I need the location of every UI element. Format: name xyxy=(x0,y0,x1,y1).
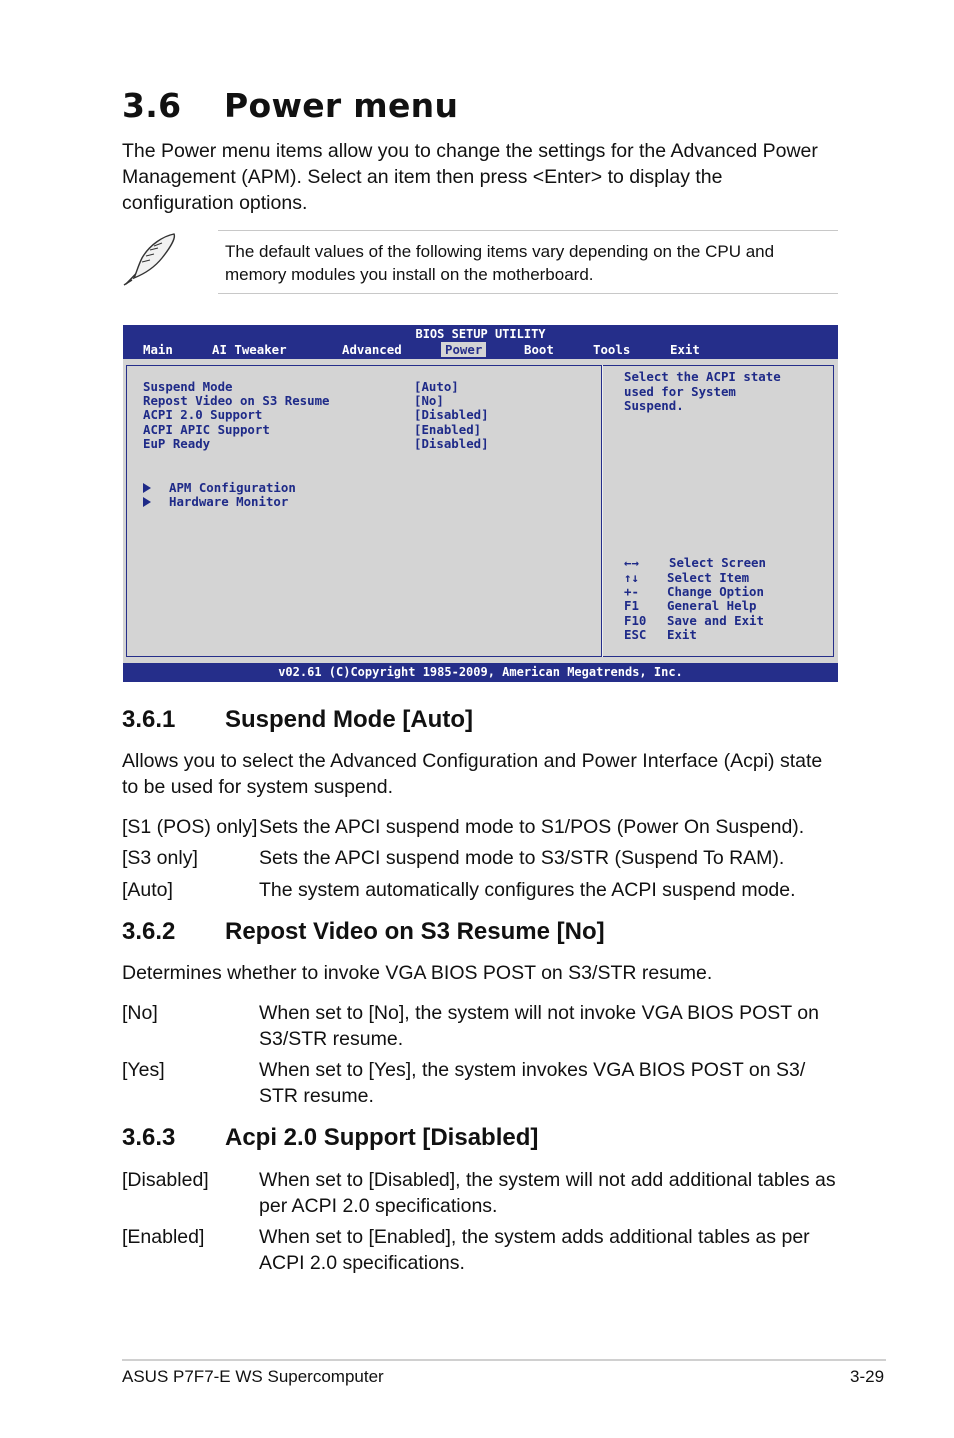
help-line: used for System xyxy=(624,384,736,399)
key-desc: Change Option xyxy=(667,584,764,599)
feather-icon xyxy=(120,228,184,288)
setting-value: [Disabled] xyxy=(414,436,489,451)
bios-menu-bar xyxy=(123,325,838,359)
page-title xyxy=(122,86,458,125)
help-line: Suspend. xyxy=(624,398,684,413)
key-esc: ESC xyxy=(624,627,647,642)
tab-power[interactable]: Power xyxy=(441,342,486,357)
submenu-hardware-monitor[interactable] xyxy=(143,494,288,509)
setting-eup-ready[interactable]: EuP Ready xyxy=(143,436,211,451)
setting-value: [Disabled] xyxy=(414,407,489,422)
option-description: Sets the APCI suspend mode to S1/POS (Power On Suspend). xyxy=(259,816,805,838)
option-description: When set to [No], the system will not invoke VGA BIOS POST on S3/STR resume. xyxy=(259,1002,819,1050)
submenu-apm-configuration[interactable] xyxy=(143,480,296,495)
setting-value: [Auto] xyxy=(414,379,459,394)
footer-page-number: 3-29 xyxy=(850,1367,885,1386)
subsection-heading xyxy=(122,1124,538,1152)
key-desc: Select Screen xyxy=(669,555,766,570)
bios-help-pane xyxy=(603,365,834,657)
note-bottom-rule xyxy=(218,293,838,294)
option-label: [S3 only] xyxy=(122,847,198,869)
key-desc: Exit xyxy=(667,627,697,642)
subsection-number: 3.6.1 xyxy=(122,706,176,733)
key-f10: F10 xyxy=(624,613,647,628)
setting-acpi-20[interactable]: ACPI 2.0 Support xyxy=(143,407,263,422)
bios-screenshot xyxy=(123,325,838,682)
option-description: When set to [Enabled], the system adds additional tables as per ACPI 2.0 specifications. xyxy=(259,1226,810,1274)
note-top-rule xyxy=(218,230,838,231)
option-row xyxy=(122,845,839,871)
section-title: Power menu xyxy=(224,86,459,125)
option-description: When set to [Yes], the system invokes VGA BIOS POST on S3/ STR resume. xyxy=(259,1059,806,1107)
tab-advanced[interactable]: Advanced xyxy=(342,342,402,357)
option-row xyxy=(122,814,839,840)
key-arrows-lr: ←→ xyxy=(624,555,639,570)
setting-suspend-mode[interactable]: Suspend Mode xyxy=(143,379,233,394)
tab-ai-tweaker[interactable]: AI Tweaker xyxy=(212,342,287,357)
submenu-label: Hardware Monitor xyxy=(169,494,289,509)
option-row xyxy=(122,1167,839,1219)
option-label: [Disabled] xyxy=(122,1169,209,1191)
footer-product-name: ASUS P7F7-E WS Supercomputer xyxy=(122,1367,384,1386)
note-text: The default values of the following items vary depending on the CPU and memory modules you install on the motherboard. xyxy=(225,242,775,284)
bios-title: BIOS SETUP UTILITY xyxy=(415,327,546,341)
option-label: [Yes] xyxy=(122,1059,165,1081)
option-description: Sets the APCI suspend mode to S3/STR (Suspend To RAM). xyxy=(259,847,785,869)
tab-tools[interactable]: Tools xyxy=(593,342,631,357)
key-plus-minus: +- xyxy=(624,584,639,599)
key-desc: Select Item xyxy=(667,570,750,585)
subsection-heading xyxy=(122,918,605,946)
option-description: When set to [Disabled], the system will not add additional tables as per ACPI 2.0 specifications. xyxy=(259,1169,836,1217)
tab-exit[interactable]: Exit xyxy=(670,342,700,357)
option-row xyxy=(122,877,839,903)
section-number: 3.6 xyxy=(122,86,182,125)
tab-boot[interactable]: Boot xyxy=(524,342,554,357)
subsection-heading xyxy=(122,706,473,734)
bios-copyright-bar: v02.61 (C)Copyright 1985-2009, American Megatrends, Inc. xyxy=(123,663,838,682)
subsection-title: Repost Video on S3 Resume [No] xyxy=(225,918,605,945)
intro-paragraph: The Power menu items allow you to change the settings for the Advanced Power Management (APM). Select an item then press <Enter> to display the configuration options. xyxy=(122,140,818,214)
option-row xyxy=(122,1057,839,1109)
submenu-label: APM Configuration xyxy=(169,480,296,495)
section-description: Determines whether to invoke VGA BIOS POST on S3/STR resume. xyxy=(122,962,713,984)
option-row xyxy=(122,1224,839,1276)
section-description: Allows you to select the Advanced Configuration and Power Interface (Acpi) state to be used for system suspend. xyxy=(122,750,823,798)
setting-value: [No] xyxy=(414,393,444,408)
option-label: [Enabled] xyxy=(122,1226,205,1248)
triangle-right-icon xyxy=(143,497,151,507)
option-label: [S1 (POS) only] xyxy=(122,816,258,838)
key-arrows-ud: ↑↓ xyxy=(624,570,639,585)
option-row xyxy=(122,1000,839,1052)
option-description: The system automatically configures the ACPI suspend mode. xyxy=(259,879,796,901)
subsection-number: 3.6.2 xyxy=(122,918,176,945)
subsection-title: Acpi 2.0 Support [Disabled] xyxy=(225,1124,539,1151)
option-label: [Auto] xyxy=(122,879,173,901)
key-f1: F1 xyxy=(624,598,639,613)
tab-main[interactable]: Main xyxy=(143,342,173,357)
option-label: [No] xyxy=(122,1002,158,1024)
setting-value: [Enabled] xyxy=(414,422,482,437)
subsection-number: 3.6.3 xyxy=(122,1124,176,1151)
setting-acpi-apic[interactable]: ACPI APIC Support xyxy=(143,422,270,437)
help-line: Select the ACPI state xyxy=(624,369,781,384)
key-desc: General Help xyxy=(667,598,757,613)
bios-settings-pane xyxy=(126,365,602,657)
setting-repost-video[interactable]: Repost Video on S3 Resume xyxy=(143,393,330,408)
footer-rule xyxy=(122,1359,886,1361)
subsection-title: Suspend Mode [Auto] xyxy=(225,706,473,733)
triangle-right-icon xyxy=(143,483,151,493)
key-desc: Save and Exit xyxy=(667,613,764,628)
